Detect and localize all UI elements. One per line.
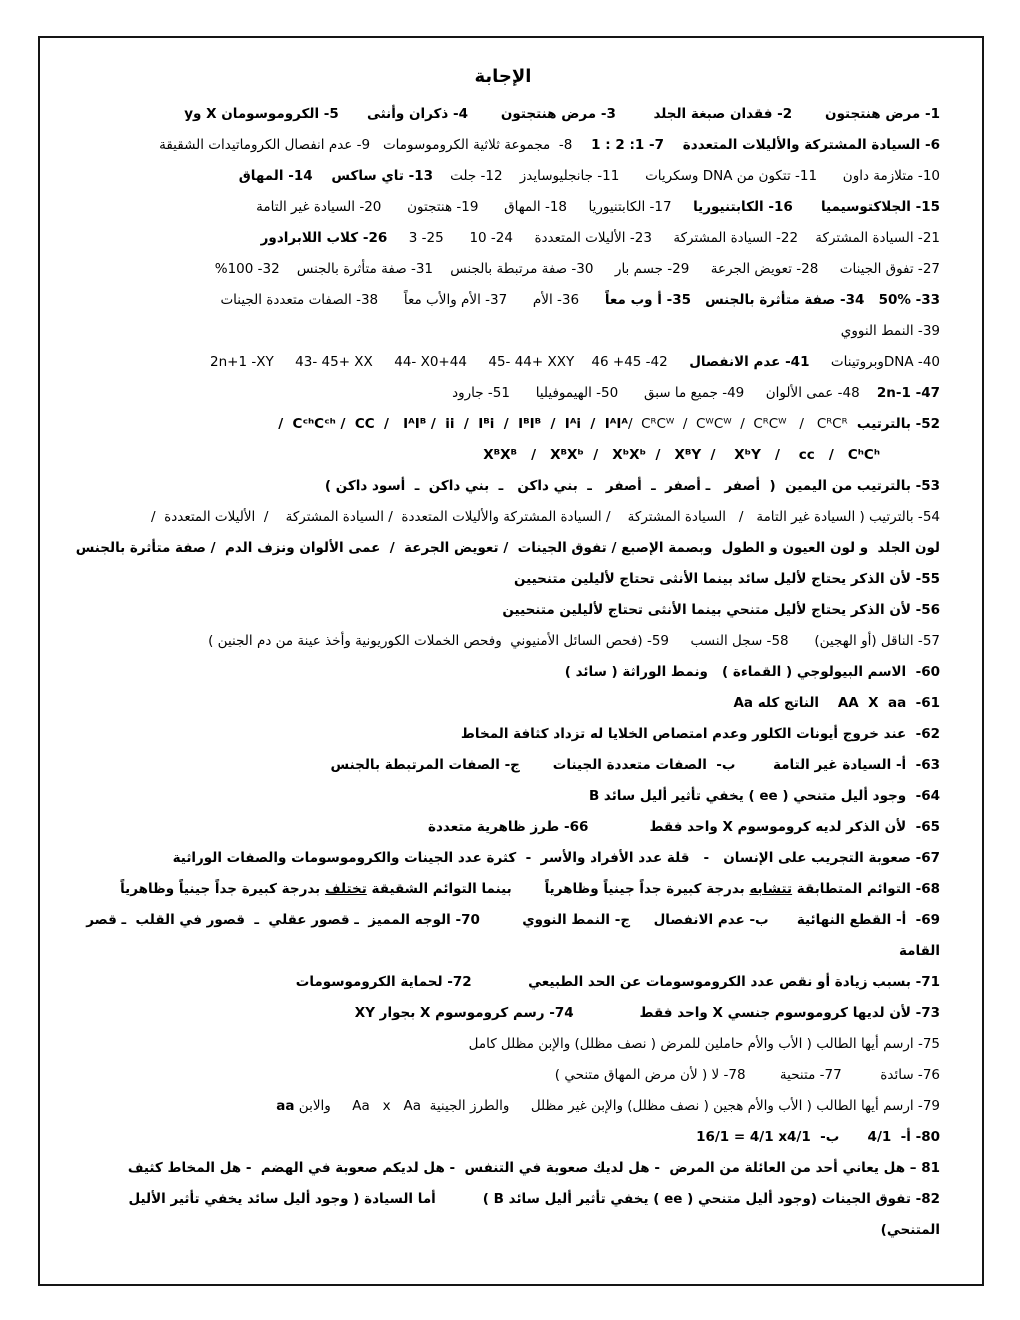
- text-run: تختلف: [324, 881, 367, 897]
- text-run: 36- الأم 37- الأم والأب معاً 38- الصفات متعددة الجينات: [220, 292, 605, 308]
- answer-line-14: [66, 502, 940, 533]
- text-run: 15- الجلاكتوسيميا 16- الكابتنيوريا: [693, 199, 940, 215]
- text-run: aa: [276, 1098, 295, 1114]
- text-run: 80- أ- 4/1 ب-: [810, 1129, 940, 1145]
- answer-line-30: [66, 1029, 940, 1060]
- text-run: 40- DNAوبروتينات: [809, 354, 940, 370]
- text-run: 41- عدم الانفصال: [689, 354, 810, 370]
- text-run: 73- لأن لديها كروموسوم جنسي X واحد فقط 74- رسم كروموسوم X بجوار XY: [354, 1005, 940, 1021]
- text-run: 65- لأن الذكر لديه كروموسوم X واحد فقط 66- طرز ظاهرية متعددة: [428, 819, 940, 835]
- text-run: بدرجة كبيرة جداً جينياً وظاهرياً: [120, 881, 325, 897]
- answer-line-16: [66, 564, 940, 595]
- text-run: 52- بالترتيب: [847, 416, 940, 432]
- text-run: 62- عند خروج أيونات الكلور وعدم امتصاص الخلايا له تزداد كثافة المخاط: [460, 726, 940, 742]
- text-run: 2n+1: [210, 354, 248, 370]
- answer-line-3: [66, 161, 940, 192]
- text-run: 63- أ- السيادة غير التامة ب- الصفات متعددة الجينات ج- الصفات المرتبطة بالجنس: [330, 757, 940, 773]
- answer-line-35: [66, 1184, 940, 1246]
- text-run: 68- التوائم المتطابقة: [792, 881, 940, 897]
- text-run: تتشابه: [749, 881, 793, 897]
- answer-lines: [66, 99, 940, 1246]
- answer-line-5: [66, 223, 940, 254]
- text-run: 71- بسبب زيادة أو نقص عدد الكروموسومات عن الحد الطبيعي 72- لحماية الكروموسومات: [295, 974, 940, 990]
- answer-line-1: [66, 99, 940, 130]
- text-run: 42- 45+ XY 43- 45+ XX 44- X0+44 45- 44+ XXY 46-: [247, 354, 690, 370]
- text-run: 39- النمط النووي: [840, 323, 940, 339]
- answer-line-11: [66, 409, 940, 440]
- text-run: 13- تاي ساكس 14- المهاق: [238, 168, 433, 184]
- text-run: 76- سائدة 77- متنحية 78- لا ( لأن مرض المهاق متنحي ): [554, 1067, 940, 1083]
- answer-line-7: [66, 285, 940, 316]
- text-run: 75- ارسم أيها الطالب ( الأب والأم حاملين للمرض ( نصف مظلل) والإبن مظلل كامل: [468, 1036, 940, 1052]
- answer-line-23: [66, 781, 940, 812]
- text-run: 2n-1: [876, 385, 911, 401]
- text-run: 27- تفوق الجينات 28- تعويض الجرعة 29- جسم بار 30- صفة مرتبطة بالجنس 31- صفة متأثرة بالجنس 32- 100%: [214, 261, 940, 277]
- text-run: 60- الاسم البيولوجي ( القماءة ) ونمط الوراثة ( سائد ): [564, 664, 940, 680]
- text-run: 26- كلاب اللابرادور: [260, 230, 388, 246]
- text-run: 69- أ- القطع النهائية ب- عدم الانفصال ج- النمط النووي 70- الوجه المميز ـ قصور عقلي ـ قصور في القلب ـ قصر القامة: [81, 912, 940, 959]
- text-run: 48- عمى الألوان 49- جميع ما سبق 50- الهيموفيليا 51- جارود: [452, 385, 877, 401]
- text-run: 81 – هل يعاني أحد من العائلة من المرض - هل لديك صعوبة في التنفس - هل لديكم صعوبة في الهضم - هل المخاط كثيف: [127, 1160, 940, 1176]
- text-run: 6- السيادة المشتركة والأليلات المتعددة 7- 1: 2 : 1: [572, 137, 940, 153]
- text-run: 21- السيادة المشتركة 22- السيادة المشتركة 23- الأليلات المتعددة 24- 10 25- 3: [387, 230, 940, 246]
- text-run: 55- لأن الذكر يحتاج لأليل سائد بينما الأنثى تحتاج لأليلين متنحيين: [513, 571, 940, 587]
- text-run: 64- وجود أليل متنحي ( ee ) يخفي تأثير أليل سائد B: [588, 788, 940, 804]
- text-run: 17- الكابتنيوريا 18- المهاق 19- هنتجتون 20- السيادة غير التامة: [256, 199, 694, 215]
- text-run: 79- ارسم أيها الطالب ( الأب والأم هجين ( نصف مظلل) والإبن غير مظلل والطرز الجينية Aa x Aa والابن: [294, 1098, 940, 1114]
- text-run: 1- مرض هنتجتون 2- فقدان صبغة الجلد 3- مرض هنتجتون 4- ذكران وأنثى 5- الكروموسومان X وy: [184, 106, 940, 122]
- answer-line-24: [66, 812, 940, 843]
- answer-sheet-frame: [38, 36, 984, 1286]
- text-run: 67- صعوبة التجريب على الإنسان - قلة عدد الأفراد والأسر - كثرة عدد الجينات والكروموسومات والصفات الوراثية: [172, 850, 940, 866]
- answer-line-29: [66, 998, 940, 1029]
- answer-line-26: [66, 874, 940, 905]
- answer-line-19: [66, 657, 940, 688]
- answer-line-34: [66, 1153, 940, 1184]
- answer-line-32: [66, 1091, 940, 1122]
- answer-line-25: [66, 843, 940, 874]
- answer-line-4: [66, 192, 940, 223]
- answer-line-20: [66, 688, 940, 719]
- text-run: بدرجة كبيرة جداً جينياً وظاهرياً بينما التوائم الشقيقة: [366, 881, 750, 897]
- answer-line-17: [66, 595, 940, 626]
- answer-line-27: [66, 905, 940, 967]
- answer-line-2: [66, 130, 940, 161]
- text-run: لون الجلد و لون العيون و الطول وبصمة الإصبع / تفوق الجينات / تعويض الجرعة / عمى الألوان ونزف الدم / صفة متأثرة بالجنس: [75, 540, 940, 556]
- text-run: 8- مجموعة ثلاثية الكروموسومات 9- عدم انفصال الكروماتيدات الشقيقة: [159, 137, 573, 153]
- answer-line-10: [66, 378, 940, 409]
- answer-line-18: [66, 626, 940, 657]
- answer-line-13: [66, 471, 940, 502]
- text-run: 57- الناقل (أو الهجين) 58- سجل النسب 59- (فحص السائل الأمنيوني وفحص الخملات الكوريونية وأخذ عينة من دم الجنين ): [208, 633, 940, 649]
- text-run: 47-: [910, 385, 940, 401]
- answer-line-33: [66, 1122, 940, 1153]
- text-run: 54- بالترتيب ( السيادة غير التامة / السيادة المشتركة / السيادة المشتركة والأليلات المتعددة / السيادة المشتركة / الأليلات المتعددة /: [151, 509, 940, 525]
- answer-line-21: [66, 719, 940, 750]
- text-run: 61- AA X aa الناتج كله Aa: [733, 695, 940, 711]
- text-run: 16/1 = 4/1 x4/1: [696, 1129, 811, 1145]
- text-run: 33- 50% 34- صفة متأثرة بالجنس 35- أ وب معاً: [604, 292, 940, 308]
- answer-line-22: [66, 750, 940, 781]
- answer-line-6: [66, 254, 940, 285]
- text-run: / CᴿCᵂ / CᵂCᵂ / CᴿCᵂ / CᴿCᴿ: [627, 416, 848, 432]
- answer-line-8: [66, 316, 940, 347]
- text-run: 53- بالترتيب من اليمين ( أصفر ـ أصفر ـ أصفر ـ بني داكن ـ بني داكن ـ أسود داكن ): [324, 478, 940, 494]
- answer-line-15: [66, 533, 940, 564]
- text-run: 56- لأن الذكر يحتاج لأليل متنحي بينما الأنثى تحتاج لأليلين متنحيين: [502, 602, 940, 618]
- text-run: XᴮXᴮ / XᴮXᵇ / XᵇXᵇ / XᴮY / XᵇY / cc / CʰCʰ: [483, 447, 880, 463]
- answer-line-31: [66, 1060, 940, 1091]
- answer-line-28: [66, 967, 940, 998]
- answer-line-9: [66, 347, 940, 378]
- text-run: / CᶜʰCᶜʰ / CC / IᴬIᴮ / ii / Iᴮi / IᴮIᴮ / Iᴬi / IᴬIᴬ: [268, 416, 628, 432]
- page-title: الإجابة: [474, 66, 532, 87]
- text-run: 82- تفوق الجينات (وجود أليل متنحي ( ee ) يخفي تأثير أليل سائد B ) أما السيادة ( وجود أليل سائد يخفي تأثير الأليل المتنحي): [123, 1191, 940, 1238]
- text-run: 10- متلازمة داون 11- تتكون من DNA وسكريات 11- جانجليوسايدز 12- جلت: [433, 168, 940, 184]
- answer-line-12: [66, 440, 940, 471]
